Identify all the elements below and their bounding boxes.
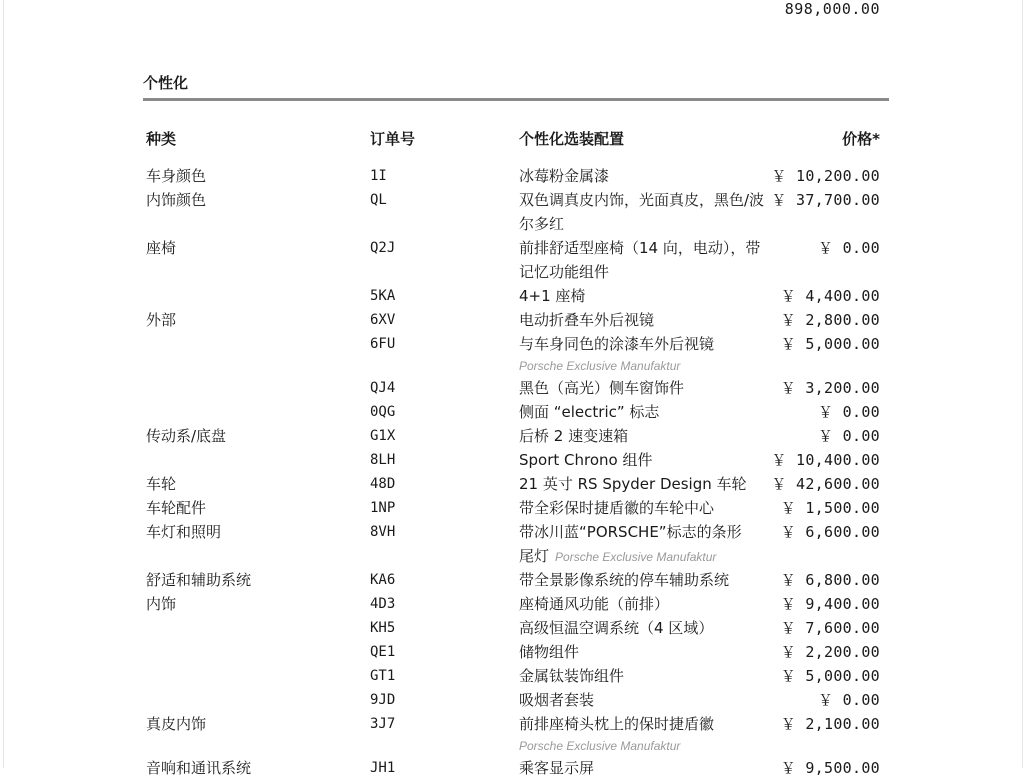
section-divider [143, 98, 889, 101]
row-price: ￥ 5,000.00 [780, 335, 880, 353]
row-description-text: 座椅通风功能（前排） [519, 595, 670, 613]
row-category: 真皮内饰 [146, 715, 207, 733]
table-row [4, 616, 1022, 640]
row-order-code: 6FU [370, 336, 396, 352]
row-category: 车灯和照明 [146, 523, 222, 541]
row-price: ￥ 0.00 [818, 239, 880, 257]
row-order-code: Q2J [370, 240, 396, 256]
row-order-code: 5KA [370, 288, 396, 304]
row-description [519, 400, 774, 424]
row-description-text: 储物组件 [519, 643, 580, 661]
row-order-code: 8VH [370, 524, 396, 540]
row-price: ￥ 9,400.00 [780, 595, 880, 613]
table-row [4, 188, 1022, 236]
table-row [4, 284, 1022, 308]
table-row [4, 424, 1022, 448]
table-row [4, 236, 1022, 284]
row-order-code: KH5 [370, 620, 396, 636]
row-price: ￥ 42,600.00 [771, 475, 880, 493]
row-description-text: 侧面 “electric” 标志 [519, 403, 660, 421]
row-price: ￥ 37,700.00 [771, 191, 880, 209]
row-category: 传动系/底盘 [146, 427, 227, 445]
row-order-code: QL [370, 192, 387, 208]
top-total-price: 898,000.00 [784, 0, 880, 18]
table-row [4, 164, 1022, 188]
row-description-text: 带全景影像系统的停车辅助系统 [519, 571, 730, 589]
row-price: ￥ 6,800.00 [780, 571, 880, 589]
row-description [519, 448, 774, 472]
table-row [4, 640, 1022, 664]
row-price: ￥ 2,200.00 [780, 643, 880, 661]
row-description-text: 电动折叠车外后视镜 [519, 311, 655, 329]
row-description [519, 496, 774, 520]
row-description [519, 332, 774, 376]
row-description-text: 前排舒适型座椅（14 向，电动），带记忆功能组件 [519, 239, 761, 281]
row-order-code: KA6 [370, 572, 396, 588]
row-category: 车身颜色 [146, 167, 207, 185]
header-config: 个性化选装配置 [519, 130, 625, 148]
row-order-code: 4D3 [370, 596, 396, 612]
table-row [4, 472, 1022, 496]
row-description [519, 568, 774, 592]
table-row [4, 664, 1022, 688]
row-price: ￥ 10,400.00 [771, 451, 880, 469]
row-price: ￥ 0.00 [818, 403, 880, 421]
row-price: ￥ 6,600.00 [780, 523, 880, 541]
row-price: ￥ 2,100.00 [780, 715, 880, 733]
row-category: 音响和通讯系统 [146, 759, 252, 777]
row-order-code: 0QG [370, 404, 396, 420]
table-row [4, 756, 1022, 780]
table-row [4, 520, 1022, 568]
row-price: ￥ 3,200.00 [780, 379, 880, 397]
row-description-text: 金属钛装饰组件 [519, 667, 625, 685]
row-price: ￥ 1,500.00 [780, 499, 880, 517]
row-category: 舒适和辅助系统 [146, 571, 252, 589]
row-description [519, 712, 774, 756]
table-row [4, 308, 1022, 332]
row-order-code: QE1 [370, 644, 396, 660]
row-description [519, 236, 774, 284]
row-description [519, 592, 774, 616]
row-description-text: 4+1 座椅 [519, 287, 586, 305]
row-price: ￥ 5,000.00 [780, 667, 880, 685]
row-category: 车轮 [146, 475, 177, 493]
row-description-text: 带冰川蓝“PORSCHE”标志的条形 [519, 523, 742, 541]
manufaktur-note: Porsche Exclusive Manufaktur [555, 550, 717, 564]
row-order-code: 3J7 [370, 716, 396, 732]
row-description-text: 21 英寸 RS Spyder Design 车轮 [519, 475, 747, 493]
row-price: ￥ 2,800.00 [780, 311, 880, 329]
row-description [519, 376, 774, 400]
table-row [4, 376, 1022, 400]
row-description-text: 冰莓粉金属漆 [519, 167, 610, 185]
row-order-code: JH1 [370, 760, 396, 776]
table-row [4, 592, 1022, 616]
row-category: 外部 [146, 311, 177, 329]
row-description-text: 黑色（高光）侧车窗饰件 [519, 379, 685, 397]
row-description [519, 188, 774, 236]
row-description-text: 乘客显示屏 [519, 759, 595, 777]
manufaktur-note: Porsche Exclusive Manufaktur [519, 739, 681, 753]
row-category: 内饰 [146, 595, 177, 613]
row-description [519, 640, 774, 664]
row-description-text: 吸烟者套装 [519, 691, 595, 709]
row-description-text: Sport Chrono 组件 [519, 451, 653, 469]
row-description [519, 284, 774, 308]
row-description [519, 424, 774, 448]
row-order-code: 9JD [370, 692, 396, 708]
row-description-text: 前排座椅头枕上的保时捷盾徽 [519, 715, 715, 733]
row-price: ￥ 9,500.00 [780, 759, 880, 777]
row-description-text: 后桥 2 速变速箱 [519, 427, 629, 445]
table-row [4, 400, 1022, 424]
row-description-text-cont: 尾灯 [519, 547, 550, 565]
document-page [3, 0, 1023, 777]
row-description [519, 164, 774, 188]
row-description [519, 520, 774, 569]
table-row [4, 448, 1022, 472]
row-order-code: 6XV [370, 312, 396, 328]
row-price: ￥ 0.00 [818, 427, 880, 445]
row-category: 车轮配件 [146, 499, 207, 517]
row-description [519, 756, 774, 780]
row-description [519, 616, 774, 640]
row-order-code: G1X [370, 428, 396, 444]
row-order-code: GT1 [370, 668, 396, 684]
row-category: 座椅 [146, 239, 177, 257]
row-order-code: 1NP [370, 500, 396, 516]
row-description [519, 688, 774, 712]
table-row [4, 568, 1022, 592]
row-order-code: 1I [370, 168, 387, 184]
row-description-text: 高级恒温空调系统（4 区域） [519, 619, 714, 637]
row-order-code: 48D [370, 476, 396, 492]
row-description [519, 472, 774, 496]
table-row [4, 332, 1022, 376]
row-order-code: QJ4 [370, 380, 396, 396]
row-price: ￥ 0.00 [818, 691, 880, 709]
row-description [519, 308, 774, 332]
options-table [4, 164, 1022, 780]
row-category: 内饰颜色 [146, 191, 207, 209]
table-row [4, 496, 1022, 520]
header-price: 价格* [842, 130, 880, 148]
row-description [519, 664, 774, 688]
row-order-code: 8LH [370, 452, 396, 468]
header-order-no: 订单号 [370, 130, 416, 148]
row-price: ￥ 7,600.00 [780, 619, 880, 637]
row-price: ￥ 4,400.00 [780, 287, 880, 305]
row-description-text: 双色调真皮内饰，光面真皮，黑色/波尔多红 [519, 191, 765, 233]
table-row [4, 712, 1022, 756]
manufaktur-note: Porsche Exclusive Manufaktur [519, 359, 681, 373]
row-price: ￥ 10,200.00 [771, 167, 880, 185]
table-row [4, 688, 1022, 712]
row-description-text: 与车身同色的涂漆车外后视镜 [519, 335, 715, 353]
header-category: 种类 [146, 130, 177, 148]
row-description-text: 带全彩保时捷盾徽的车轮中心 [519, 499, 715, 517]
section-title: 个性化 [143, 74, 189, 92]
